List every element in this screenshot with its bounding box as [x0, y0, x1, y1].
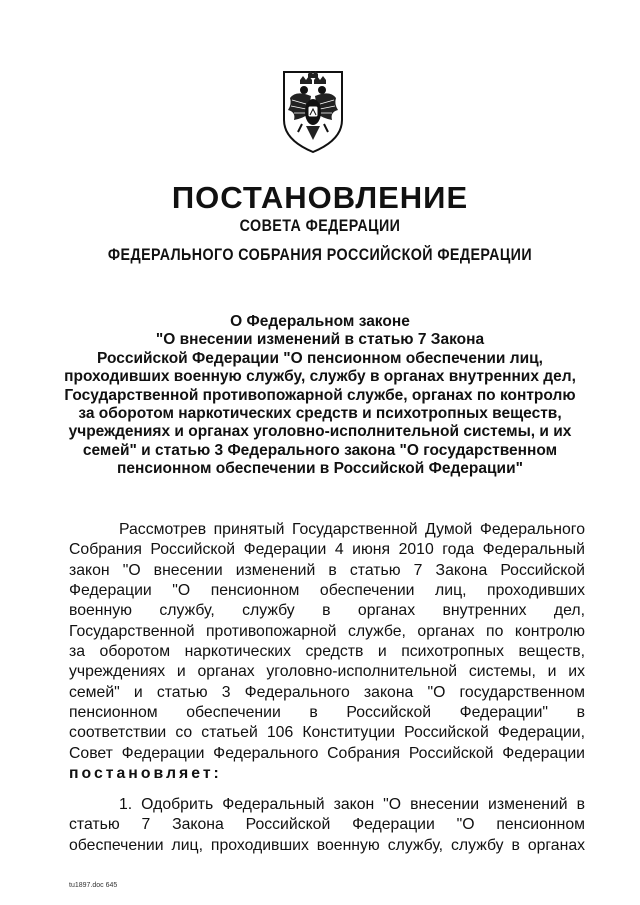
law-title-line: "О внесении изменений в статью 7 Закона	[155, 331, 485, 349]
paragraph-line: военную службу, службу в органах внутренних дел,	[69, 602, 585, 620]
document-subtitle-line1: СОВЕТА ФЕДЕРАЦИИ	[239, 216, 401, 235]
paragraph-line: Совет Федерации Федерального Собрания Российской Федерации	[69, 744, 585, 762]
document-code: tu1897.doc 645	[69, 882, 118, 889]
paragraph-preamble	[69, 520, 585, 784]
law-title	[50, 313, 590, 479]
resolution-keyword: постановляет:	[69, 765, 222, 783]
document-subtitle-line2: ФЕДЕРАЛЬНОГО СОБРАНИЯ РОССИЙСКОЙ ФЕДЕРАЦИИ	[107, 245, 533, 264]
paragraph-line: соответствии со статьей 106 Конституции Российской Федерации,	[69, 724, 585, 742]
paragraph-item-1	[69, 795, 585, 856]
document-title: ПОСТАНОВЛЕНИЕ	[171, 180, 469, 215]
law-title-line: О Федеральном законе	[230, 313, 410, 330]
law-title-line: учреждениях и органах уголовно-исполнительной системы, и их	[68, 423, 572, 441]
paragraph-line: Федерации "О пенсионном обеспечении лиц, проходивших	[69, 582, 585, 600]
paragraph-line: семей" и статью 3 Федерального закона "О государственном	[69, 683, 585, 701]
paragraph-line: учреждениях и органах уголовно-исполнительной системы, и их	[69, 663, 585, 681]
paragraph-line: 1. Одобрить Федеральный закон "О внесении изменений в	[119, 796, 585, 813]
paragraph-line: обеспечении лиц, проходивших военную службу, службу в органах	[69, 836, 585, 854]
law-title-line: за оборотом наркотических средств и психотропных веществ,	[78, 405, 562, 423]
law-title-line: пенсионном обеспечении в Российской Федерации"	[117, 460, 523, 478]
law-title-line: семей" и статью 3 Федерального закона "О государственном	[82, 441, 558, 459]
coat-of-arms-icon	[278, 68, 348, 156]
law-title-line: проходивших военную службу, службу в органах внутренних дел,	[64, 368, 576, 386]
paragraph-line: Собрания Российской Федерации 4 июня 2010 года Федеральный	[69, 541, 585, 559]
paragraph-line: закон "О внесении изменений в статью 7 Закона Российской	[69, 561, 585, 579]
paragraph-line: Рассмотрев принятый Государственной Думой Федерального	[119, 521, 585, 538]
paragraph-line: Государственной противопожарной службе, органах по контролю	[69, 622, 585, 640]
paragraph-line: пенсионном обеспечении в Российской Федерации" в	[69, 704, 585, 722]
paragraph-line: за оборотом наркотических средств и психотропных веществ,	[69, 643, 585, 661]
law-title-line: Российской Федерации "О пенсионном обеспечении лиц,	[97, 349, 543, 367]
paragraph-line: статью 7 Закона Российской Федерации "О пенсионном	[69, 816, 585, 834]
law-title-line: Государственной противопожарной службе, органах по контролю	[64, 386, 576, 404]
